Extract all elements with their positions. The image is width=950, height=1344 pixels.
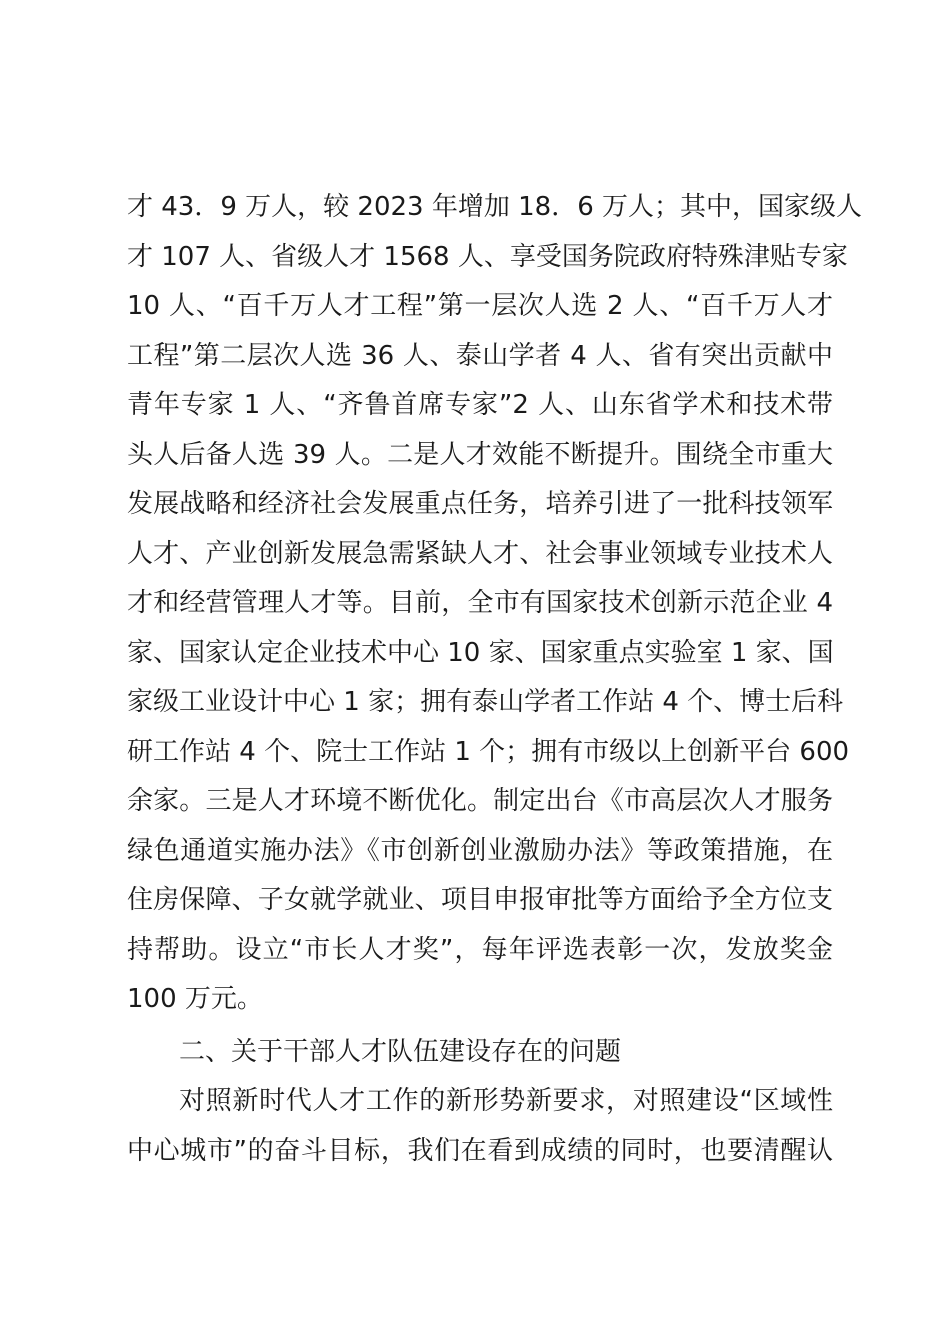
body-line-3: 10 人、“百千万人才工程”第一层次人选 2 人、“百千万人才 [127, 291, 833, 321]
body-line-10: 家、国家认定企业技术中心 10 家、国家重点实验室 1 家、国 [127, 637, 834, 668]
body-line-13: 余家。三是人才环境不断优化。制定出台《市高层次人才服务 [127, 786, 833, 816]
body-line-7: 发展战略和经济社会发展重点任务，培养引进了一批科技领军 [127, 489, 833, 519]
document-body [127, 183, 863, 1176]
section-heading: 二、关于干部人才队伍建设存在的问题 [179, 1036, 622, 1067]
body-line-5: 青年专家 1 人、“齐鲁首席专家”2 人、山东省学术和技术带 [127, 390, 833, 420]
body-line-9: 才和经营管理人才等。目前，全市有国家技术创新示范企业 4 [127, 588, 833, 618]
body-line-4: 工程”第二层次人选 36 人、泰山学者 4 人、省有突出贡献中 [127, 340, 833, 371]
body-line-16: 持帮助。设立“市长人才奖”，每年评选表彰一次，发放奖金 [127, 934, 833, 965]
body-line-12: 研工作站 4 个、院士工作站 1 个；拥有市级以上创新平台 600 [127, 736, 850, 767]
body-line-8: 人才、产业创新发展急需紧缺人才、社会事业领域专业技术人 [127, 538, 833, 569]
paragraph2-line-2: 中心城市”的奋斗目标，我们在看到成绩的同时，也要清醒认 [127, 1135, 833, 1166]
body-line-2: 才 107 人、省级人才 1568 人、享受国务院政府特殊津贴专家 [127, 241, 848, 272]
paragraph2-line-1: 对照新时代人才工作的新形势新要求，对照建设“区域性 [179, 1086, 833, 1116]
body-line-17: 100 万元。 [127, 984, 263, 1014]
body-line-14: 绿色通道实施办法》《市创新创业激励办法》等政策措施，在 [127, 835, 833, 866]
body-line-6: 头人后备人选 39 人。二是人才效能不断提升。围绕全市重大 [127, 439, 833, 470]
body-line-11: 家级工业设计中心 1 家；拥有泰山学者工作站 4 个、博士后科 [127, 687, 844, 717]
body-line-15: 住房保障、子女就学就业、项目申报审批等方面给予全方位支 [127, 885, 833, 915]
body-line-1: 才 43．9 万人，较 2023 年增加 18．6 万人；其中，国家级人 [127, 192, 863, 222]
